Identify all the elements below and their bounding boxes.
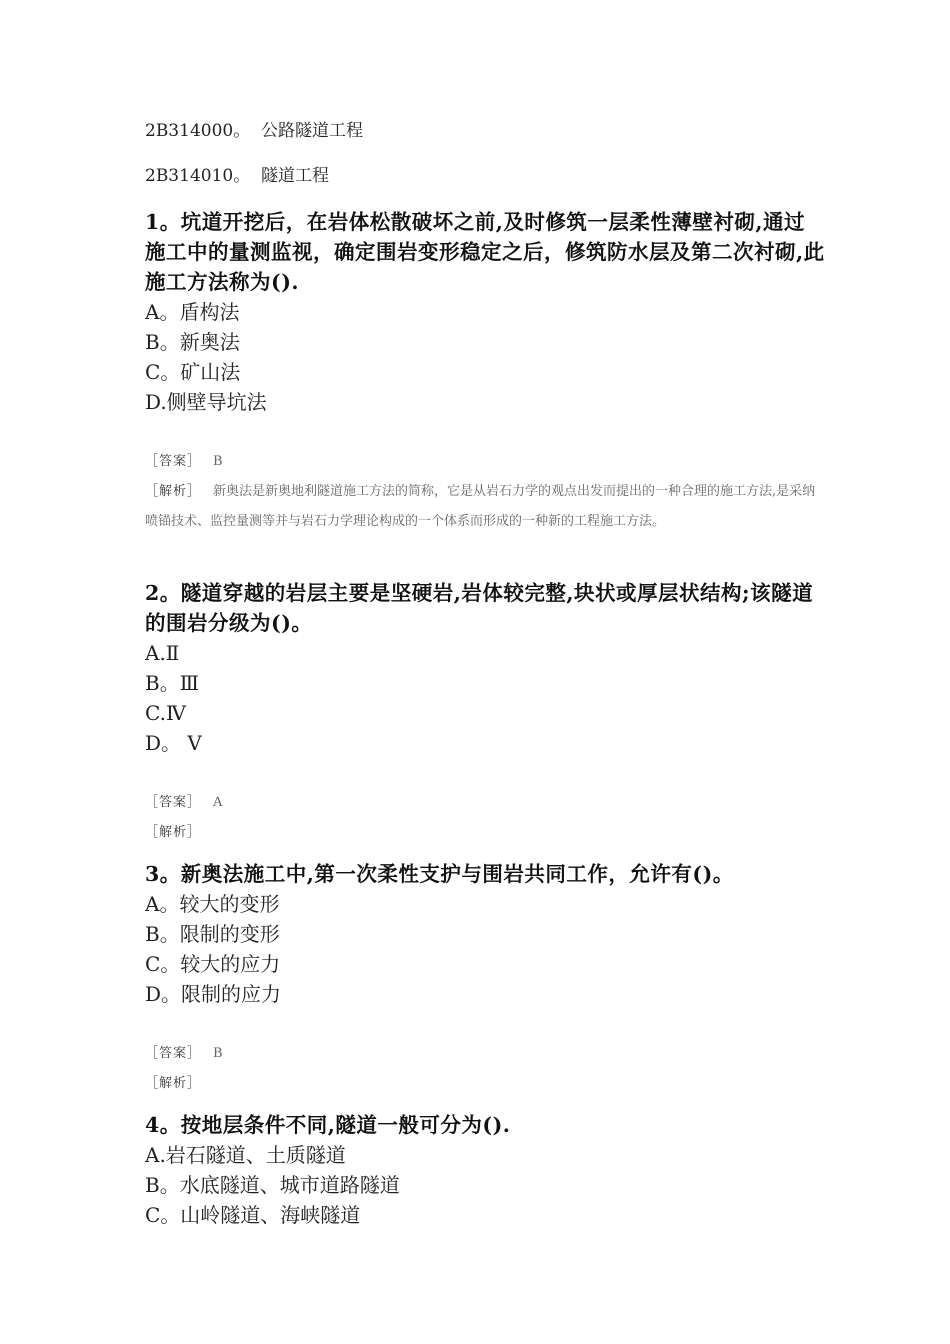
question-text: 2。隧道穿越的岩层主要是坚硬岩,岩体较完整,块状或厚层状结构;该隧道的围岩分级为()。 — [145, 581, 814, 635]
answer-line — [145, 447, 825, 477]
answer-value: A — [213, 795, 223, 810]
spacer — [145, 758, 825, 788]
analysis-label: ［解析］ — [145, 484, 202, 499]
option-b: B。新奥法 — [145, 330, 240, 354]
analysis-label: ［解析］ — [145, 825, 202, 840]
option-b: B。Ⅲ — [145, 671, 199, 695]
analysis-line — [145, 1069, 825, 1099]
option-d: D.侧壁导坑法 — [145, 390, 267, 414]
option-a: A.岩石隧道、土质隧道 — [145, 1143, 346, 1167]
answer-label: ［答案］ — [145, 454, 202, 469]
option-b: B。限制的变形 — [145, 922, 280, 946]
section-heading: 2B314010。 隧道工程 — [145, 166, 330, 186]
answer-label: ［答案］ — [145, 795, 202, 810]
option-c: C。山岭隧道、海峡隧道 — [145, 1203, 361, 1227]
question-1 — [145, 207, 825, 537]
option-a: A。盾构法 — [145, 300, 240, 324]
answer-value: B — [213, 454, 223, 469]
option-d: D。限制的应力 — [145, 982, 282, 1006]
option-c: C.Ⅳ — [145, 701, 186, 725]
option-b: B。水底隧道、城市道路隧道 — [145, 1173, 400, 1197]
question-text: 3。新奥法施工中,第一次柔性支护与围岩共同工作，允许有()。 — [145, 862, 734, 886]
option-d: D。 Ⅴ — [145, 731, 202, 755]
answer-label: ［答案］ — [145, 1046, 202, 1061]
question-text: 1。坑道开挖后，在岩体松散破坏之前,及时修筑一层柔性薄壁衬砌,通过施工中的量测监视，确定围岩变形稳定之后，修筑防水层及第二次衬砌,此施工方法称为(). — [145, 210, 825, 294]
analysis-line — [145, 818, 825, 848]
option-a: A.Ⅱ — [145, 641, 180, 665]
analysis-label: ［解析］ — [145, 1076, 202, 1091]
answer-line — [145, 788, 825, 818]
spacer — [145, 1009, 825, 1039]
chapter-heading: 2B314000。 公路隧道工程 — [145, 121, 364, 141]
option-c: C。矿山法 — [145, 360, 241, 384]
answer-line — [145, 1039, 825, 1069]
answer-value: B — [213, 1046, 223, 1061]
option-c: C。较大的应力 — [145, 952, 281, 976]
spacer — [145, 417, 825, 447]
analysis-line — [145, 477, 825, 537]
question-3 — [145, 859, 825, 1099]
question-text: 4。按地层条件不同,隧道一般可分为(). — [145, 1113, 511, 1137]
analysis-text: 新奥法是新奥地利隧道施工方法的简称，它是从岩石力学的观点出发而提出的一种合理的施工方法,是采纳喷锚技术、监控量测等并与岩石力学理论构成的一个体系而形成的一种新的工程施工方法。 — [145, 484, 816, 529]
option-a: A。较大的变形 — [145, 892, 280, 916]
question-4 — [145, 1110, 825, 1230]
question-2 — [145, 578, 825, 848]
